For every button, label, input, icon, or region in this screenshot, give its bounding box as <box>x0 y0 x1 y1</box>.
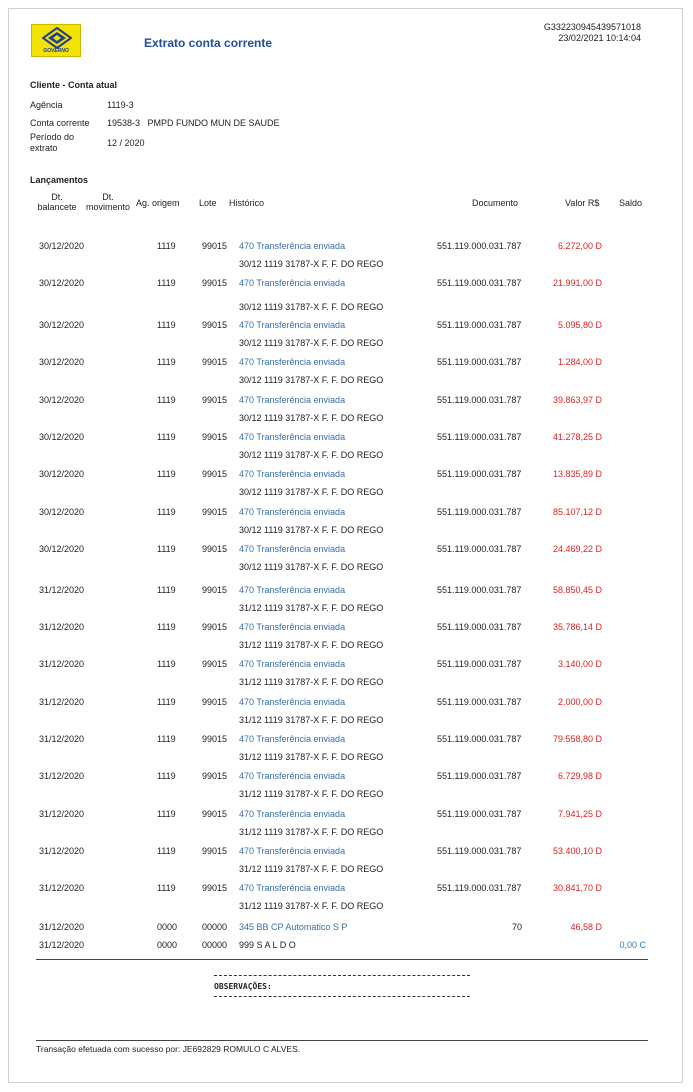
row-doc: 551.119.000.031.787 <box>437 809 522 819</box>
row-lote: 99015 <box>202 697 228 707</box>
row-lote: 99015 <box>202 507 228 517</box>
row-ag: 1119 <box>157 507 176 517</box>
row-lote: 99015 <box>202 395 228 405</box>
agencia-label: Agência <box>30 100 63 110</box>
row-doc: 551.119.000.031.787 <box>437 469 522 479</box>
row-ag: 1119 <box>157 357 176 367</box>
row-ag: 1119 <box>157 241 176 251</box>
row-valor: 21.991,00 D <box>552 278 602 288</box>
row-hist: 470 Transferência enviada <box>239 883 346 893</box>
row-hist: 470 Transferência enviada <box>239 622 346 632</box>
row-detail: 31/12 1119 31787-X F. F. DO REGO <box>239 603 384 613</box>
row-lote: 99015 <box>202 809 228 819</box>
row-ag: 1119 <box>157 622 176 632</box>
row-valor: 6.729,98 D <box>557 771 602 781</box>
row-lote: 99015 <box>202 659 228 669</box>
row-doc: 551.119.000.031.787 <box>437 278 522 288</box>
row-doc: 551.119.000.031.787 <box>437 771 522 781</box>
row-doc: 551.119.000.031.787 <box>437 734 522 744</box>
row-hist: 470 Transferência enviada <box>239 432 346 442</box>
row-detail: 30/12 1119 31787-X F. F. DO REGO <box>239 487 384 497</box>
row-date: 30/12/2020 <box>39 395 85 405</box>
row-lote: 99015 <box>202 432 228 442</box>
page-title: Extrato conta corrente <box>144 36 273 50</box>
extra-row-valor: 46,58 D <box>570 922 602 932</box>
extra-row-lote: 00000 <box>202 922 228 932</box>
row-lote: 99015 <box>202 883 228 893</box>
row-hist: 470 Transferência enviada <box>239 846 346 856</box>
row-detail: 31/12 1119 31787-X F. F. DO REGO <box>239 677 384 687</box>
row-lote: 99015 <box>202 544 228 554</box>
col-dt-balancete-line2: balancete <box>37 202 77 212</box>
row-valor: 41.278,25 D <box>552 432 602 442</box>
footer-divider <box>36 1040 648 1041</box>
row-detail: 30/12 1119 31787-X F. F. DO REGO <box>239 525 384 535</box>
row-hist: 470 Transferência enviada <box>239 278 346 288</box>
extra-row-date: 31/12/2020 <box>39 922 85 932</box>
row-lote: 99015 <box>202 357 228 367</box>
row-date: 31/12/2020 <box>39 734 85 744</box>
row-doc: 551.119.000.031.787 <box>437 846 522 856</box>
conta-label: Conta corrente <box>30 118 90 128</box>
row-date: 31/12/2020 <box>39 771 85 781</box>
col-dt-movimento <box>84 192 132 212</box>
agencia-value: 1119-3 <box>107 100 134 110</box>
row-detail: 31/12 1119 31787-X F. F. DO REGO <box>239 640 384 650</box>
row-lote: 99015 <box>202 278 228 288</box>
bank-logo-icon <box>42 27 72 49</box>
row-detail: 30/12 1119 31787-X F. F. DO REGO <box>239 450 384 460</box>
row-date: 30/12/2020 <box>39 278 85 288</box>
row-valor: 39.863,97 D <box>552 395 602 405</box>
row-ag: 1119 <box>157 697 176 707</box>
row-detail: 30/12 1119 31787-X F. F. DO REGO <box>239 259 384 269</box>
row-detail: 30/12 1119 31787-X F. F. DO REGO <box>239 562 384 572</box>
col-dt-movimento-line1: Dt. <box>102 192 114 202</box>
footer-text: Transação efetuada com sucesso por: JE692829 ROMULO C ALVES. <box>36 1044 301 1054</box>
row-ag: 1119 <box>157 659 176 669</box>
extra-row-historico: 345 BB CP Automatico S P <box>239 922 348 932</box>
row-ag: 1119 <box>157 544 176 554</box>
row-hist: 470 Transferência enviada <box>239 357 346 367</box>
row-date: 31/12/2020 <box>39 585 85 595</box>
periodo-label-1: Período do <box>30 132 75 142</box>
row-detail: 31/12 1119 31787-X F. F. DO REGO <box>239 789 384 799</box>
document-meta <box>544 22 641 44</box>
row-valor: 85.107,12 D <box>552 507 602 517</box>
periodo-label-2: extrato <box>30 143 58 153</box>
col-saldo: Saldo <box>619 198 643 208</box>
document-code: G332230945439571018 <box>543 22 641 32</box>
row-hist: 470 Transferência enviada <box>239 469 346 479</box>
observacoes-label: OBSERVAÇÕES: <box>214 982 272 991</box>
row-date: 31/12/2020 <box>39 622 85 632</box>
row-lote: 99015 <box>202 320 228 330</box>
document-datetime: 23/02/2021 10:14:04 <box>558 33 641 43</box>
row-hist: 470 Transferência enviada <box>239 771 346 781</box>
row-valor: 1.284,00 D <box>557 357 602 367</box>
row-lote: 99015 <box>202 469 228 479</box>
logo-text: GOVERNO <box>43 48 69 54</box>
row-ag: 1119 <box>157 809 176 819</box>
periodo-value: 12 / 2020 <box>107 138 145 148</box>
row-hist: 470 Transferência enviada <box>239 697 346 707</box>
saldo-row-ag: 0000 <box>157 940 178 950</box>
saldo-row-lote: 00000 <box>202 940 228 950</box>
row-doc: 551.119.000.031.787 <box>437 241 522 251</box>
row-doc: 551.119.000.031.787 <box>437 697 522 707</box>
row-date: 31/12/2020 <box>39 846 85 856</box>
col-ag-origem: Ag. origem <box>136 198 180 208</box>
row-detail: 30/12 1119 31787-X F. F. DO REGO <box>239 413 384 423</box>
row-doc: 551.119.000.031.787 <box>437 544 522 554</box>
row-valor: 3.140,00 D <box>557 659 602 669</box>
saldo-row-historico: 999 S A L D O <box>239 940 296 950</box>
row-ag: 1119 <box>157 771 176 781</box>
row-lote: 99015 <box>202 846 228 856</box>
col-dt-movimento-line2: movimento <box>85 202 130 212</box>
row-doc: 551.119.000.031.787 <box>437 883 522 893</box>
row-doc: 551.119.000.031.787 <box>437 659 522 669</box>
row-lote: 99015 <box>202 585 228 595</box>
row-doc: 551.119.000.031.787 <box>437 507 522 517</box>
row-hist: 470 Transferência enviada <box>239 241 346 251</box>
row-detail: 30/12 1119 31787-X F. F. DO REGO <box>239 338 384 348</box>
row-valor: 13.835,89 D <box>552 469 602 479</box>
row-valor: 2.000,00 D <box>557 697 602 707</box>
row-detail: 31/12 1119 31787-X F. F. DO REGO <box>239 864 384 874</box>
saldo-row-date: 31/12/2020 <box>39 940 85 950</box>
row-valor: 7.941,25 D <box>557 809 602 819</box>
extra-row-ag: 0000 <box>157 922 178 932</box>
table-end-divider <box>36 959 648 960</box>
row-doc: 551.119.000.031.787 <box>437 585 522 595</box>
row-ag: 1119 <box>157 432 176 442</box>
row-valor: 6.272,00 D <box>557 241 602 251</box>
row-hist: 470 Transferência enviada <box>239 734 346 744</box>
row-valor: 58.850,45 D <box>552 585 602 595</box>
row-doc: 551.119.000.031.787 <box>437 432 522 442</box>
row-detail: 31/12 1119 31787-X F. F. DO REGO <box>239 752 384 762</box>
observacoes-bottom-line <box>214 996 470 997</box>
extra-row-documento: 70 <box>511 922 522 932</box>
row-valor: 35.786,14 D <box>552 622 602 632</box>
col-historico: Histórico <box>229 198 265 208</box>
row-ag: 1119 <box>157 469 176 479</box>
row-doc: 551.119.000.031.787 <box>437 357 522 367</box>
conta-value: 19538-3 PMPD FUNDO MUN DE SAUDE <box>107 118 280 128</box>
row-detail: 30/12 1119 31787-X F. F. DO REGO <box>239 375 384 385</box>
row-detail: 31/12 1119 31787-X F. F. DO REGO <box>239 827 384 837</box>
row-hist: 470 Transferência enviada <box>239 395 346 405</box>
row-date: 30/12/2020 <box>39 320 85 330</box>
row-ag: 1119 <box>157 734 176 744</box>
row-ag: 1119 <box>157 585 176 595</box>
col-lote: Lote <box>199 198 217 208</box>
row-date: 30/12/2020 <box>39 469 85 479</box>
row-detail: 30/12 1119 31787-X F. F. DO REGO <box>239 302 384 312</box>
row-valor: 24.469,22 D <box>552 544 602 554</box>
col-dt-balancete <box>37 192 77 212</box>
row-date: 30/12/2020 <box>39 241 85 251</box>
row-valor: 53.400,10 D <box>552 846 602 856</box>
row-valor: 5.095,80 D <box>557 320 602 330</box>
row-ag: 1119 <box>157 883 176 893</box>
row-date: 30/12/2020 <box>39 357 85 367</box>
entries-section-title: Lançamentos <box>30 175 89 185</box>
row-date: 31/12/2020 <box>39 697 85 707</box>
saldo-row-saldo: 0,00 C <box>619 940 646 950</box>
row-hist: 470 Transferência enviada <box>239 507 346 517</box>
row-ag: 1119 <box>157 395 176 405</box>
row-hist: 470 Transferência enviada <box>239 585 346 595</box>
row-ag: 1119 <box>157 846 176 856</box>
row-doc: 551.119.000.031.787 <box>437 395 522 405</box>
row-hist: 470 Transferência enviada <box>239 809 346 819</box>
row-lote: 99015 <box>202 241 228 251</box>
row-date: 31/12/2020 <box>39 809 85 819</box>
row-lote: 99015 <box>202 622 228 632</box>
row-ag: 1119 <box>157 278 176 288</box>
row-hist: 470 Transferência enviada <box>239 320 346 330</box>
bank-logo <box>31 24 81 57</box>
row-ag: 1119 <box>157 320 176 330</box>
row-date: 30/12/2020 <box>39 544 85 554</box>
row-lote: 99015 <box>202 734 228 744</box>
col-dt-balancete-line1: Dt. <box>51 192 63 202</box>
row-doc: 551.119.000.031.787 <box>437 320 522 330</box>
col-documento: Documento <box>472 198 519 208</box>
col-valor: Valor R$ <box>565 198 600 208</box>
row-lote: 99015 <box>202 771 228 781</box>
row-valor: 79.558,80 D <box>552 734 602 744</box>
row-valor: 30.841,70 D <box>552 883 602 893</box>
client-section-title: Cliente - Conta atual <box>30 80 118 90</box>
row-hist: 470 Transferência enviada <box>239 544 346 554</box>
observacoes-top-line <box>214 975 470 976</box>
row-date: 31/12/2020 <box>39 883 85 893</box>
row-doc: 551.119.000.031.787 <box>437 622 522 632</box>
row-detail: 31/12 1119 31787-X F. F. DO REGO <box>239 901 384 911</box>
row-hist: 470 Transferência enviada <box>239 659 346 669</box>
row-date: 30/12/2020 <box>39 432 85 442</box>
row-date: 30/12/2020 <box>39 507 85 517</box>
row-date: 31/12/2020 <box>39 659 85 669</box>
row-detail: 31/12 1119 31787-X F. F. DO REGO <box>239 715 384 725</box>
